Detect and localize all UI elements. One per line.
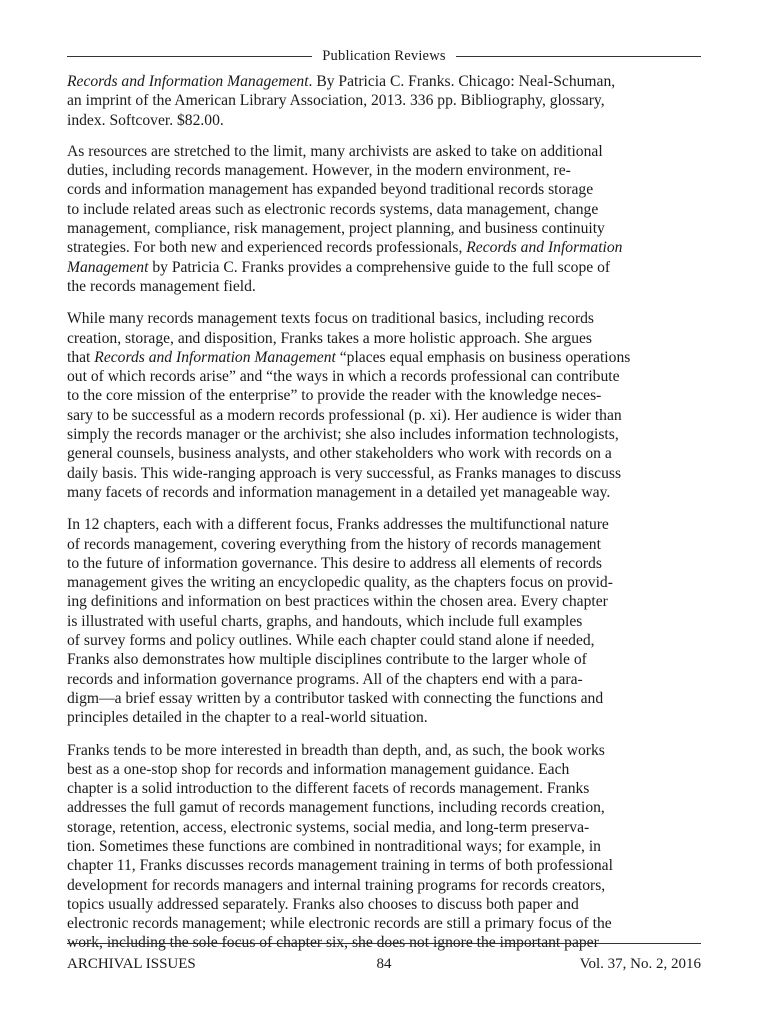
- running-title: Publication Reviews: [322, 47, 446, 64]
- book-title: Records and Information Management: [67, 73, 309, 90]
- paragraph-2-title: Records and Information Management: [94, 348, 336, 366]
- paragraph-1: [67, 142, 701, 296]
- citation-details: . By Patricia C. Franks. Chicago: Neal-Schuman, an imprint of the American Library Association, 2013. 336 pp. Bibliography, glossary, index. Softcover. $82.00.: [67, 73, 616, 129]
- header-rule-right: [456, 56, 701, 57]
- paragraph-1-text-b: by Patricia C. Franks provides a comprehensive guide to the full scope of the records management field.: [67, 258, 611, 295]
- paragraph-2-text-b: “places equal emphasis on business operations out of which records arise” and “the ways in which a records professional can contribute to the core mission of the enterprise” to provide the reader with the knowledge neces- sary to be successful as a modern records professional (p. xi). Her audience is wider than simply the records manager or the archivist; she also includes information technologists, general counsels, business analysts, and other stakeholders who work with records on a daily basis. This wide-ranging approach is very successful, as Franks manages to discuss many facets of records and information management in a detailed yet manageable way.: [67, 348, 631, 501]
- book-citation: [67, 72, 701, 130]
- footer-rule: [67, 943, 701, 944]
- journal-name: ARCHIVAL ISSUES: [67, 955, 196, 972]
- paragraph-1-title-a: Records and Information: [466, 239, 623, 257]
- page-number: 84: [376, 955, 392, 972]
- page-footer: [67, 953, 701, 975]
- paragraph-2: [67, 309, 701, 502]
- review-body: [67, 72, 701, 966]
- volume-info: Vol. 37, No. 2, 2016: [579, 955, 701, 972]
- paragraph-3: In 12 chapters, each with a different focus, Franks addresses the multifunctional nature of records management, covering everything from the history of records management to the future of information governance. This desire to address all elements of records management gives the writing an encyclopedic quality, as the chapters focus on provid- ing definitions and information on best practices within the chosen area. Every chapter is illustrated with useful charts, graphs, and handouts, which include full examples of survey forms and policy outlines. While each chapter could stand alone if needed, Franks also demonstrates how multiple disciplines contribute to the larger whole of records and information governance programs. All of the chapters end with a para- digm—a brief essay written by a contributor tasked with connecting the functions and principles detailed in the chapter to a real-world situation.: [67, 516, 613, 727]
- paragraph-1-text-a: As resources are stretched to the limit, many archivists are asked to take on additional duties, including records management. However, in the modern environment, re- cords and information management has expanded beyond traditional records storage to include related areas such as electronic records systems, data management, change management, compliance, risk management, project planning, and business continuity strategies. For both new and experienced records professionals,: [67, 142, 605, 257]
- header-rule-left: [67, 56, 312, 57]
- paragraph-4: Franks tends to be more interested in breadth than depth, and, as such, the book works best as a one-stop shop for records and information management guidance. Each chapter is a solid introduction to the different facets of records management. Franks addresses the full gamut of records management functions, including records creation, storage, retention, access, electronic systems, social media, and long-term preserva- tion. Sometimes these functions are combined in nontraditional ways; for example, in chapter 11, Franks discusses records management training in terms of both professional development for records managers and internal training programs for records creators, topics usually addressed separately. Franks also chooses to discuss both paper and electronic records management; while electronic records are still a primary focus of the work, including the sole focus of chapter six, she does not ignore the important paper: [67, 741, 613, 952]
- paragraph-1-title-b: Management: [67, 258, 149, 276]
- running-head: [67, 46, 701, 66]
- paragraph-2-text-a: While many records management texts focus on traditional basics, including records creation, storage, and disposition, Franks takes a more holistic approach. She argues that: [67, 310, 594, 366]
